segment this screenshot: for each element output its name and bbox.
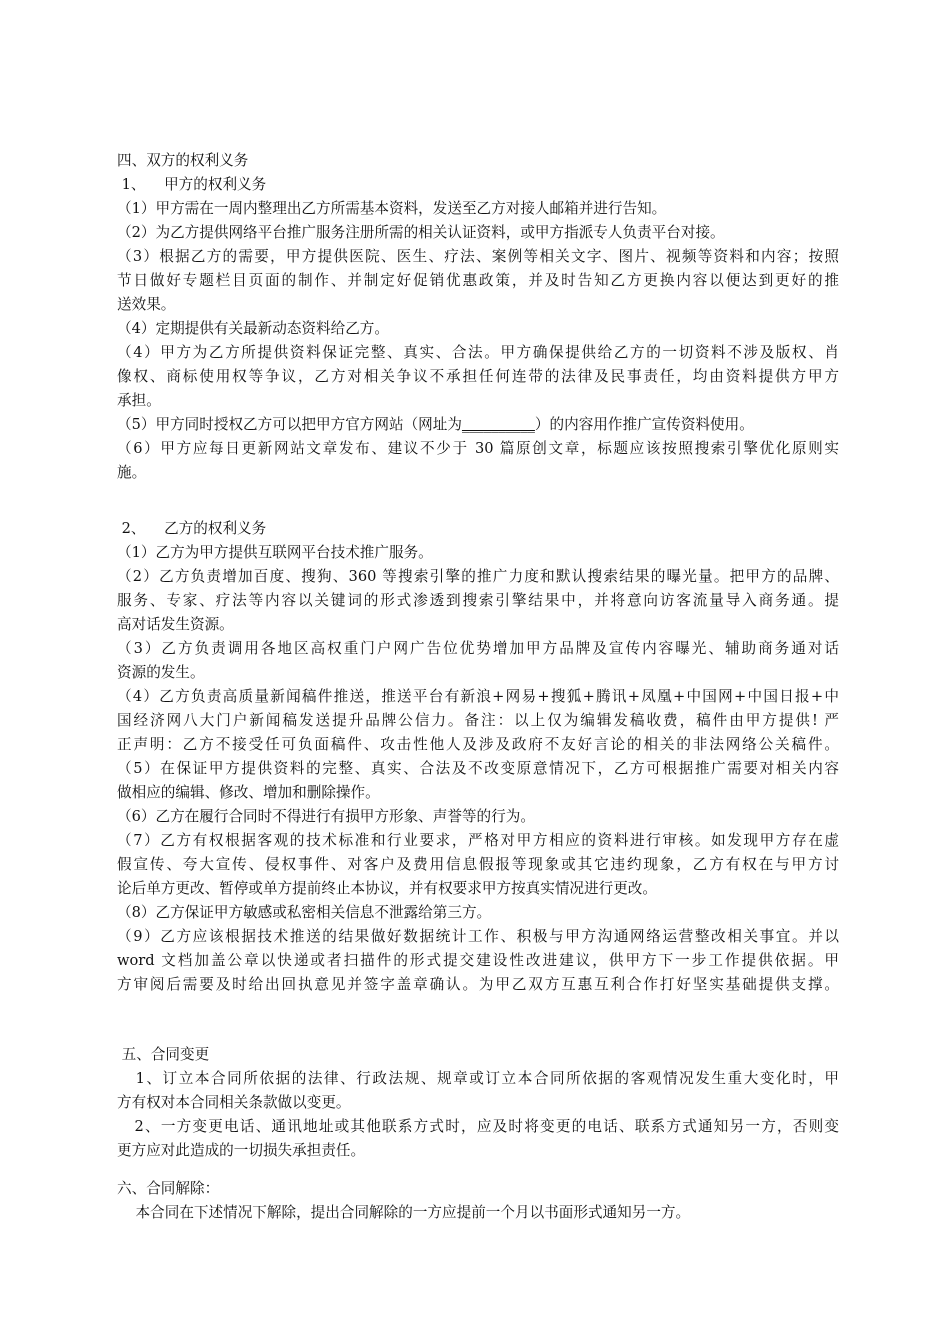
party-b-line: 论后单方更改、暂停或单方提前终止本协议，并有权要求甲方按真实情况进行更改。 [117, 880, 657, 897]
party-a-line-5 [117, 413, 839, 437]
section-6-heading: 六、合同解除： [117, 1180, 220, 1197]
party-b-line: 正声明：乙方不接受任可负面稿件、攻击性他人及涉及政府不友好言论的相关的非法网络公关稿件。 [117, 736, 839, 753]
party-a-line: （2）为乙方提供网络平台推广服务注册所需的相关认证资料，或甲方指派专人负责平台对接。 [117, 224, 725, 241]
party-a-line: 承担。 [117, 392, 161, 409]
section-5-line: 方有权对本合同相关条款做以变更。 [117, 1094, 351, 1111]
party-b-line: 资源的发生。 [117, 664, 205, 681]
party-b-line: 方审阅后需要及时给出回执意见并签字盖章确认。为甲乙双方互惠互利合作打好坚实基础提供支撑。 [117, 976, 839, 993]
party-a-line: （4）定期提供有关最新动态资料给乙方。 [117, 320, 389, 337]
party-b-line: （3）乙方负责调用各地区高权重门户网广告位优势增加甲方品牌及宣传内容曝光、辅助商务通对话 [117, 640, 839, 657]
party-b-line: word 文档加盖公章以快递或者扫描件的形式提交建设性改进建议，供甲方下一步工作提供依据。甲 [117, 952, 839, 969]
website-blank: __________ [461, 416, 535, 433]
spacer [117, 1163, 839, 1177]
party-b-line: 服务、专家、疗法等内容以关键词的形式渗透到搜索引擎结果中，并将意向访客流量导入商务通。提 [117, 592, 839, 609]
party-a-line: （3）根据乙方的需要，甲方提供医院、医生、疗法、案例等相关文字、图片、视频等资料和内容；按照 [117, 248, 839, 265]
party-b-line: （8）乙方保证甲方敏感或私密相关信息不泄露给第三方。 [117, 904, 492, 921]
party-b-line: 做相应的编辑、修改、增加和删除操作。 [117, 784, 380, 801]
section-6-line: 本合同在下述情况下解除，提出合同解除的一方应提前一个月以书面形式通知另一方。 [117, 1204, 691, 1221]
party-b-line: （5）在保证甲方提供资料的完整、真实、合法及不改变原意情况下，乙方可根据推广需要对相关内容 [117, 760, 839, 777]
party-b-line: （6）乙方在履行合同时不得进行有损甲方形象、声誉等的行为。 [117, 808, 535, 825]
party-a-line: 施。 [117, 464, 147, 481]
spacer [117, 485, 839, 517]
section-5-line: 1、订立本合同所依据的法律、行政法规、规章或订立本合同所依据的客观情况发生重大变化时，甲 [117, 1070, 840, 1087]
party-b-heading: 2、 乙方的权利义务 [117, 520, 267, 537]
party-b-line: （2）乙方负责增加百度、搜狗、360 等搜索引擎的推广力度和默认搜索结果的曝光量。把甲方的品牌、 [117, 568, 839, 585]
spacer [117, 1029, 839, 1043]
party-a-line: （4）甲方为乙方所提供资料保证完整、真实、合法。甲方确保提供给乙方的一切资料不涉及版权、肖 [117, 344, 839, 361]
party-a-line: （1）甲方需在一周内整理出乙方所需基本资料，发送至乙方对接人邮箱并进行告知。 [117, 200, 667, 217]
party-b-line: 高对话发生资源。 [117, 616, 234, 633]
party-b-line: （1）乙方为甲方提供互联网平台技术推广服务。 [117, 544, 433, 561]
party-a-line: 像权、商标使用权等争议，乙方对相关争议不承担任何连带的法律及民事责任，均由资料提供方甲方 [117, 368, 839, 385]
party-a-line: 节日做好专题栏目页面的制作、并制定好促销优惠政策，并及时告知乙方更换内容以便达到更好的推 [117, 272, 839, 289]
party-a-line: （6）甲方应每日更新网站文章发布、建议不少于 30 篇原创文章，标题应该按照搜索引擎优化原则实 [117, 440, 839, 457]
party-a-line: 送效果。 [117, 296, 176, 313]
spacer [117, 997, 839, 1029]
party-b-line: （7）乙方有权根据客观的技术标准和行业要求，严格对甲方相应的资料进行审核。如发现甲方存在虚 [117, 832, 839, 849]
section-5-line: 2、一方变更电话、通讯地址或其他联系方式时，应及时将变更的电话、联系方式通知另一方，否则变 [117, 1118, 840, 1135]
party-b-line: 国经济网八大门户新闻稿发送提升品牌公信力。备注：以上仅为编辑发稿收费，稿件由甲方提供! 严 [117, 712, 839, 729]
document-body [117, 149, 839, 1225]
party-b-line: （9）乙方应该根据技术推送的结果做好数据统计工作、积极与甲方沟通网络运营整改相关事宜。并以 [117, 928, 839, 945]
section-5-heading: 五、合同变更 [117, 1046, 210, 1063]
line5-after: ）的内容用作推广宣传资料使用。 [534, 416, 754, 433]
party-a-heading: 1、 甲方的权利义务 [117, 176, 267, 193]
section-4-heading: 四、双方的权利义务 [117, 152, 249, 169]
line5-before: （5）甲方同时授权乙方可以把甲方官方网站（网址为 [117, 416, 462, 433]
party-b-line: （4）乙方负责高质量新闻稿件推送，推送平台有新浪+网易+搜狐+腾讯+凤凰+中国网+中国日报+中 [117, 688, 839, 705]
section-5-line: 更方应对此造成的一切损失承担责任。 [117, 1142, 366, 1159]
party-b-line: 假宣传、夸大宣传、侵权事件、对客户及费用信息假报等现象或其它违约现象，乙方有权在与甲方讨 [117, 856, 839, 873]
